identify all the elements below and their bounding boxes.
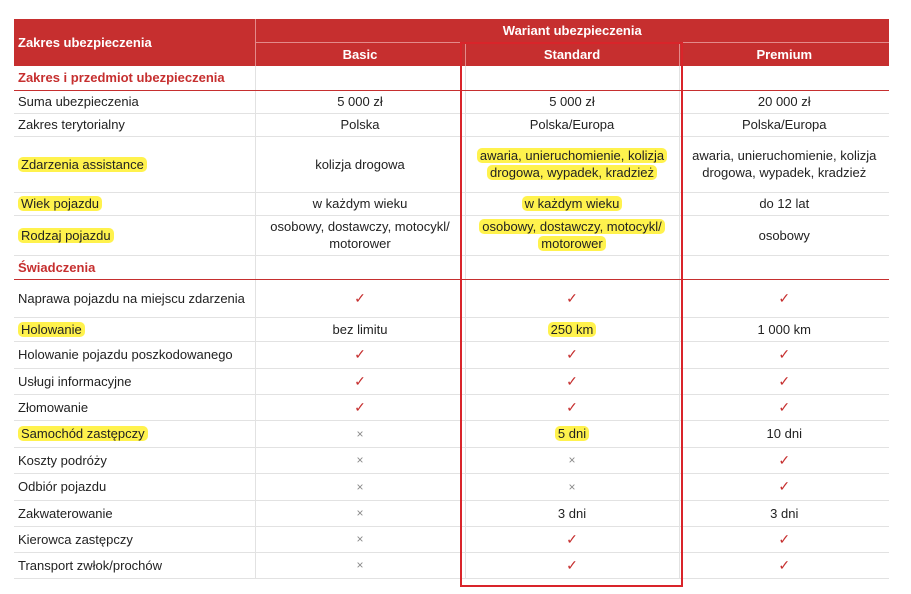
basic-cell (255, 279, 465, 317)
row-label (14, 192, 255, 215)
cell-value: osobowy (758, 227, 810, 243)
cell-value: 10 dni (766, 426, 802, 441)
check-icon: ✓ (354, 372, 366, 389)
basic-cell (255, 473, 465, 500)
check-icon: ✓ (354, 398, 366, 415)
plan-basic-header: Basic (255, 42, 465, 66)
check-icon: ✓ (566, 398, 578, 415)
check-icon: ✓ (566, 530, 578, 547)
basic-cell (255, 192, 465, 215)
row-label (14, 136, 255, 192)
cell-value: osobowy, dostawczy, motocykl/ motorower (479, 219, 664, 251)
check-icon: ✓ (778, 478, 791, 494)
cell-value: w każdym wieku (522, 196, 623, 211)
cell-value: 5 000 zł (549, 94, 595, 109)
row-label (14, 526, 255, 552)
basic-cell (255, 368, 465, 394)
standard-cell (465, 394, 679, 420)
premium-cell (679, 368, 889, 394)
table-row (14, 526, 889, 552)
check-icon: ✓ (778, 451, 791, 468)
basic-cell (255, 341, 465, 368)
premium-cell (679, 215, 889, 255)
basic-cell (255, 420, 465, 447)
standard-cell (465, 552, 679, 578)
row-label (14, 500, 255, 526)
table-row (14, 317, 889, 341)
premium-cell (679, 90, 889, 113)
row-label-text: Holowanie pojazdu poszkodowanego (18, 347, 233, 362)
cross-icon: × (356, 479, 364, 494)
basic-cell (255, 526, 465, 552)
check-icon: ✓ (778, 530, 791, 547)
standard-cell (465, 215, 679, 255)
basic-cell (255, 136, 465, 192)
premium-cell (679, 136, 889, 192)
premium-cell (679, 317, 889, 341)
section-title: Zakres i przedmiot ubezpieczenia (14, 66, 255, 90)
section-row (14, 66, 889, 90)
cell-value: 250 km (548, 322, 597, 337)
cell-value: 3 dni (557, 505, 587, 521)
row-label (14, 368, 255, 394)
row-label-text: Suma ubezpieczenia (18, 94, 139, 109)
check-icon: ✓ (566, 556, 578, 573)
cell-value: Polska (340, 117, 380, 132)
cell-value: 5 dni (555, 426, 589, 441)
check-icon: ✓ (778, 346, 791, 362)
table-body (14, 66, 889, 578)
table-row (14, 279, 889, 317)
plan-standard-header: Standard (465, 42, 679, 66)
check-icon: ✓ (566, 289, 578, 306)
standard-cell (465, 420, 679, 447)
row-label-text: Usługi informacyjne (18, 373, 132, 389)
cross-icon: × (568, 453, 576, 467)
row-label (14, 420, 255, 447)
standard-cell (465, 526, 679, 552)
check-icon: ✓ (778, 372, 791, 389)
standard-cell (465, 317, 679, 341)
scope-header: Zakres ubezpieczenia (14, 19, 255, 66)
plan-premium-header: Premium (679, 42, 889, 66)
premium-cell (679, 473, 889, 500)
basic-cell (255, 215, 465, 255)
premium-cell (679, 420, 889, 447)
row-label (14, 113, 255, 136)
row-label (14, 552, 255, 578)
cross-icon: × (356, 506, 364, 520)
check-icon: ✓ (566, 372, 578, 389)
cell-value: 20 000 zł (757, 94, 811, 109)
premium-cell (679, 552, 889, 578)
cell-value: do 12 lat (759, 196, 810, 211)
row-label-text: Wiek pojazdu (18, 196, 102, 211)
row-label (14, 317, 255, 341)
row-label-text: Transport zwłok/prochów (18, 557, 163, 573)
cell-value: 5 000 zł (337, 94, 383, 109)
row-label-text: Odbiór pojazdu (18, 479, 107, 494)
basic-cell (255, 394, 465, 420)
standard-cell (465, 136, 679, 192)
row-label (14, 394, 255, 420)
row-label-text: Holowanie (18, 322, 85, 337)
standard-cell (465, 113, 679, 136)
section-row (14, 255, 889, 279)
cell-value: osobowy, dostawczy, motocykl/ motorower (270, 219, 450, 251)
row-label (14, 215, 255, 255)
row-label-text: Zakwaterowanie (18, 505, 113, 521)
standard-cell (465, 473, 679, 500)
cell-value: bez limitu (332, 321, 388, 337)
premium-cell (679, 113, 889, 136)
table-row (14, 368, 889, 394)
standard-cell (465, 368, 679, 394)
check-icon: ✓ (778, 289, 791, 306)
standard-cell (465, 447, 679, 473)
section-spacer (465, 66, 679, 90)
check-icon: ✓ (778, 556, 791, 573)
row-label-text: Zakres terytorialny (18, 117, 125, 132)
cross-icon: × (568, 479, 576, 494)
table-row (14, 113, 889, 136)
check-icon: ✓ (778, 398, 791, 415)
basic-cell (255, 90, 465, 113)
cell-value: awaria, unieruchomienie, kolizja drogowa, wypadek, kradzież (477, 148, 667, 180)
row-label-text: Samochód zastępczy (18, 426, 148, 441)
premium-cell (679, 279, 889, 317)
section-spacer (465, 255, 679, 279)
premium-cell (679, 394, 889, 420)
cross-icon: × (356, 453, 364, 467)
standard-cell (465, 279, 679, 317)
cell-value: Polska/Europa (741, 117, 827, 132)
section-spacer (255, 255, 465, 279)
cell-value: w każdym wieku (312, 196, 408, 211)
section-title: Świadczenia (14, 255, 255, 279)
cell-value: kolizja drogowa (315, 156, 405, 172)
premium-cell (679, 500, 889, 526)
basic-cell (255, 113, 465, 136)
standard-cell (465, 500, 679, 526)
check-icon: ✓ (566, 346, 578, 362)
table-row (14, 341, 889, 368)
row-label-text: Zdarzenia assistance (18, 157, 147, 172)
basic-cell (255, 552, 465, 578)
cell-value: 3 dni (770, 505, 799, 521)
section-spacer (255, 66, 465, 90)
row-label (14, 473, 255, 500)
standard-cell (465, 192, 679, 215)
table-header (14, 19, 889, 66)
row-label-text: Kierowca zastępczy (18, 531, 133, 547)
table-row (14, 90, 889, 113)
premium-cell (679, 341, 889, 368)
insurance-comparison-table (14, 19, 889, 579)
row-label-text: Koszty podróży (18, 452, 107, 468)
check-icon: ✓ (354, 289, 366, 306)
cell-value: Polska/Europa (529, 117, 615, 132)
table-row (14, 192, 889, 215)
table-row (14, 447, 889, 473)
row-label-text: Naprawa pojazdu na miejscu zdarzenia (18, 290, 245, 306)
row-label-text: Złomowanie (18, 399, 89, 415)
standard-cell (465, 90, 679, 113)
row-label (14, 447, 255, 473)
cell-value: 1 000 km (757, 321, 811, 337)
table-row (14, 136, 889, 192)
table-row (14, 215, 889, 255)
section-spacer (679, 66, 889, 90)
standard-cell (465, 341, 679, 368)
row-label (14, 279, 255, 317)
premium-cell (679, 447, 889, 473)
table-row (14, 420, 889, 447)
table-row (14, 394, 889, 420)
premium-cell (679, 192, 889, 215)
variant-header: Wariant ubezpieczenia (255, 19, 889, 42)
basic-cell (255, 500, 465, 526)
row-label-text: Rodzaj pojazdu (18, 228, 114, 243)
check-icon: ✓ (354, 346, 366, 362)
row-label (14, 341, 255, 368)
cell-value: awaria, unieruchomienie, kolizja drogowa, wypadek, kradzież (692, 148, 877, 180)
cross-icon: × (356, 426, 364, 441)
basic-cell (255, 447, 465, 473)
table-row (14, 473, 889, 500)
table-row (14, 552, 889, 578)
section-spacer (679, 255, 889, 279)
premium-cell (679, 526, 889, 552)
table-row (14, 500, 889, 526)
row-label (14, 90, 255, 113)
basic-cell (255, 317, 465, 341)
cross-icon: × (356, 558, 364, 572)
cross-icon: × (356, 532, 364, 546)
